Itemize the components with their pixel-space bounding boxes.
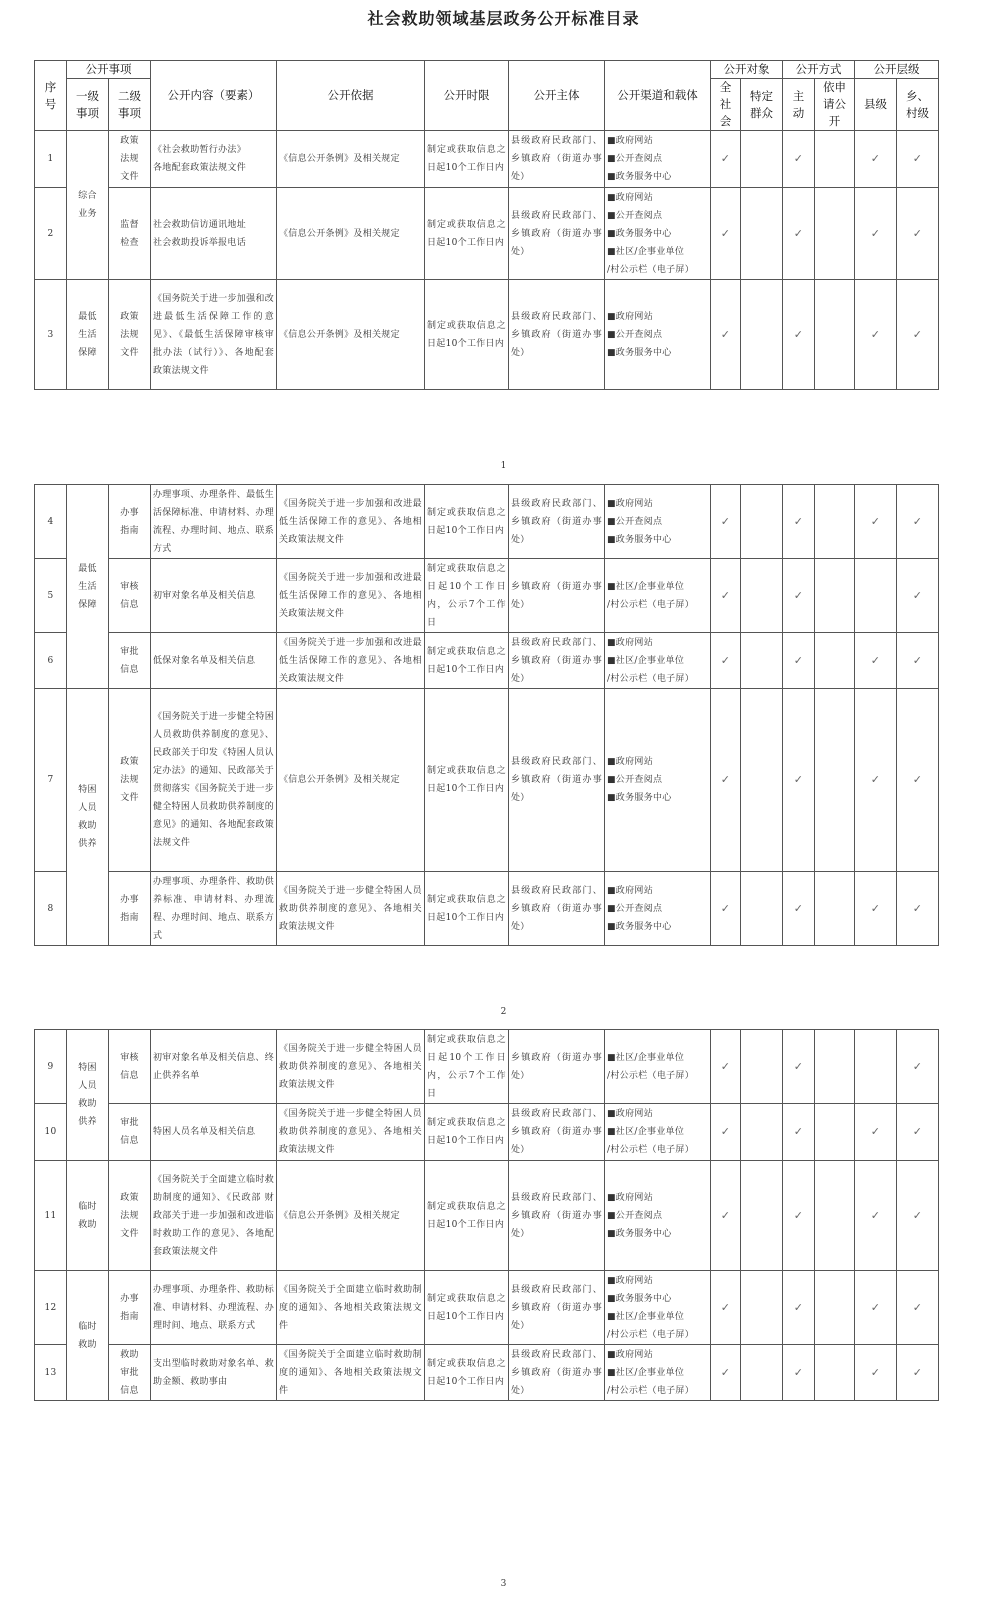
cell-content: 低保对象名单及相关信息 [151, 633, 277, 689]
cell-seq: 11 [35, 1161, 67, 1271]
cell-channel: ■政府网站 ■公开查阅点 ■政务服务中心 [605, 1161, 711, 1271]
cell-subject: 县级政府民政部门、乡镇政府（街道办事处） [509, 1161, 605, 1271]
cell-level2: 审核 信息 [109, 559, 151, 633]
cell-level-county-check: ✓ [855, 633, 897, 689]
cell-target-all-check: ✓ [711, 689, 741, 872]
cell-channel: ■政府网站 ■公开查阅点 ■政务服务中心 [605, 280, 711, 390]
cell-basis: 《国务院关于进一步健全特困人员救助供养制度的意见》、各地相关政策法规文件 [277, 1030, 425, 1104]
page-number: 3 [500, 1579, 507, 1589]
cell-content: 办理事项、办理条件、救助标准、申请材料、办理流程、办理时间、地点、联系方式 [151, 1271, 277, 1345]
cell-seq: 5 [35, 559, 67, 633]
cell-seq: 1 [35, 131, 67, 188]
cell-basis: 《国务院关于进一步加强和改进最低生活保障工作的意见》、各地相关政策法规文件 [277, 485, 425, 559]
cell-seq: 9 [35, 1030, 67, 1104]
cell-content: 特困人员名单及相关信息 [151, 1104, 277, 1161]
cell-target-specific-check [741, 872, 783, 946]
cell-method-apply-check [815, 131, 855, 188]
cell-target-all-check: ✓ [711, 872, 741, 946]
cell-subject: 县级政府民政部门、乡镇政府（街道办事处） [509, 485, 605, 559]
header-content: 公开内容（要素） [151, 61, 277, 131]
cell-subject: 县级政府民政部门、乡镇政府（街道办事处） [509, 188, 605, 280]
cell-level-town-check: ✓ [897, 485, 939, 559]
cell-level1-group: 临时 救助 [67, 1161, 109, 1271]
cell-basis: 《国务院关于进一步加强和改进最低生活保障工作的意见》、各地相关政策法规文件 [277, 633, 425, 689]
cell-level2: 政策 法规 文件 [109, 131, 151, 188]
cell-content: 《国务院关于进一步加强和改进最低生活保障工作的意见》、《最低生活保障审核审批办法（试行）》、各地配套政策法规文件 [151, 280, 277, 390]
cell-channel: ■政府网站 ■社区/企事业单位 /村公示栏（电子屏） [605, 1104, 711, 1161]
header-level1: 一级 事项 [67, 79, 109, 131]
cell-seq: 3 [35, 280, 67, 390]
cell-level-county-check: ✓ [855, 280, 897, 390]
table-row [35, 188, 939, 280]
cell-target-all-check: ✓ [711, 559, 741, 633]
cell-level2: 政策 法规 文件 [109, 1161, 151, 1271]
cell-seq: 8 [35, 872, 67, 946]
cell-content: 初审对象名单及相关信息、终止供养名单 [151, 1030, 277, 1104]
table-row [35, 1030, 939, 1104]
cell-time: 制定或获取信息之日起10个工作日内 [425, 1271, 509, 1345]
cell-time: 制定或获取信息之日起10个工作日内 [425, 280, 509, 390]
cell-level-county-check: ✓ [855, 1104, 897, 1161]
cell-content: 初审对象名单及相关信息 [151, 559, 277, 633]
header-level-county: 县级 [855, 79, 897, 131]
table-row [35, 1345, 939, 1401]
cell-level1-group: 临时 救助 [67, 1271, 109, 1401]
table-row [35, 1161, 939, 1271]
cell-method-active-check: ✓ [783, 188, 815, 280]
table-row [35, 559, 939, 633]
cell-level1-group: 最低 生活 保障 [67, 485, 109, 689]
cell-subject: 乡镇政府（街道办事处） [509, 1030, 605, 1104]
cell-time: 制定或获取信息之日起10个工作日内，公示7个工作日 [425, 559, 509, 633]
header-target-specific: 特定 群众 [741, 79, 783, 131]
cell-target-specific-check [741, 1104, 783, 1161]
cell-time: 制定或获取信息之日起10个工作日内 [425, 188, 509, 280]
header-target-group: 公开对象 [711, 61, 783, 79]
cell-level-town-check: ✓ [897, 689, 939, 872]
page-number: 1 [500, 461, 507, 471]
catalog-table-page-2 [34, 484, 939, 946]
cell-method-apply-check [815, 1161, 855, 1271]
cell-time: 制定或获取信息之日起10个工作日内，公示7个工作日 [425, 1030, 509, 1104]
cell-method-apply-check [815, 1271, 855, 1345]
cell-method-active-check: ✓ [783, 633, 815, 689]
cell-basis: 《信息公开条例》及相关规定 [277, 280, 425, 390]
cell-time: 制定或获取信息之日起10个工作日内 [425, 1161, 509, 1271]
header-level-town: 乡、 村级 [897, 79, 939, 131]
cell-method-apply-check [815, 1030, 855, 1104]
cell-content: 办理事项、办理条件、救助供养标准、申请材料、办理流程、办理时间、地点、联系方式 [151, 872, 277, 946]
cell-target-specific-check [741, 1345, 783, 1401]
cell-subject: 乡镇政府（街道办事处） [509, 559, 605, 633]
cell-channel: ■社区/企事业单位 /村公示栏（电子屏） [605, 1030, 711, 1104]
cell-level-town-check: ✓ [897, 131, 939, 188]
cell-level-county-check: ✓ [855, 485, 897, 559]
cell-basis: 《信息公开条例》及相关规定 [277, 1161, 425, 1271]
table-row [35, 131, 939, 188]
cell-method-apply-check [815, 559, 855, 633]
cell-basis: 《国务院关于进一步健全特困人员救助供养制度的意见》、各地相关政策法规文件 [277, 1104, 425, 1161]
page-number: 2 [500, 1007, 507, 1017]
cell-target-specific-check [741, 1271, 783, 1345]
cell-target-specific-check [741, 131, 783, 188]
cell-content: 《社会救助暂行办法》 各地配套政策法规文件 [151, 131, 277, 188]
cell-level-town-check: ✓ [897, 188, 939, 280]
cell-content: 《国务院关于全面建立临时救助制度的通知》、《民政部 财政部关于进一步加强和改进临时救助工作的意见》、各地配套政策法规文件 [151, 1161, 277, 1271]
cell-target-specific-check [741, 1161, 783, 1271]
cell-level1-group: 最低 生活 保障 [67, 280, 109, 390]
cell-level1-group: 特困 人员 救助 供养 [67, 1030, 109, 1161]
cell-target-specific-check [741, 633, 783, 689]
cell-method-apply-check [815, 280, 855, 390]
cell-time: 制定或获取信息之日起10个工作日内 [425, 633, 509, 689]
cell-level2: 办事 指南 [109, 1271, 151, 1345]
table-row [35, 1104, 939, 1161]
cell-seq: 13 [35, 1345, 67, 1401]
cell-seq: 10 [35, 1104, 67, 1161]
cell-target-all-check: ✓ [711, 188, 741, 280]
header-channel: 公开渠道和载体 [605, 61, 711, 131]
table-row [35, 872, 939, 946]
cell-level2: 救助 审批 信息 [109, 1345, 151, 1401]
document-title: 社会救助领域基层政务公开标准目录 [367, 9, 640, 28]
cell-seq: 4 [35, 485, 67, 559]
cell-channel: ■政府网站 ■公开查阅点 ■政务服务中心 [605, 131, 711, 188]
cell-level-county-check: ✓ [855, 689, 897, 872]
cell-method-active-check: ✓ [783, 131, 815, 188]
cell-target-specific-check [741, 689, 783, 872]
cell-target-specific-check [741, 485, 783, 559]
cell-subject: 县级政府民政部门、乡镇政府（街道办事处） [509, 633, 605, 689]
cell-level1-group: 特困 人员 救助 供养 [67, 689, 109, 946]
cell-level-town-check: ✓ [897, 1030, 939, 1104]
cell-content: 社会救助信访通讯地址 社会救助投诉举报电话 [151, 188, 277, 280]
cell-level-town-check: ✓ [897, 1345, 939, 1401]
cell-subject: 县级政府民政部门、乡镇政府（街道办事处） [509, 872, 605, 946]
cell-level-county-check: ✓ [855, 1345, 897, 1401]
cell-seq: 7 [35, 689, 67, 872]
cell-method-active-check: ✓ [783, 1161, 815, 1271]
cell-method-apply-check [815, 872, 855, 946]
cell-method-active-check: ✓ [783, 1104, 815, 1161]
cell-basis: 《国务院关于进一步加强和改进最低生活保障工作的意见》、各地相关政策法规文件 [277, 559, 425, 633]
cell-channel: ■政府网站 ■社区/企事业单位 /村公示栏（电子屏） [605, 633, 711, 689]
catalog-table-page-1 [34, 60, 939, 390]
cell-subject: 县级政府民政部门、乡镇政府（街道办事处） [509, 1271, 605, 1345]
cell-method-active-check: ✓ [783, 1271, 815, 1345]
header-method-active: 主 动 [783, 79, 815, 131]
cell-channel: ■政府网站 ■政务服务中心 ■社区/企事业单位 /村公示栏（电子屏） [605, 1271, 711, 1345]
cell-target-specific-check [741, 280, 783, 390]
cell-channel: ■社区/企事业单位 /村公示栏（电子屏） [605, 559, 711, 633]
cell-channel: ■政府网站 ■公开查阅点 ■政务服务中心 [605, 689, 711, 872]
cell-level-town-check: ✓ [897, 633, 939, 689]
cell-target-specific-check [741, 559, 783, 633]
header-method-group: 公开方式 [783, 61, 855, 79]
cell-subject: 县级政府民政部门、乡镇政府（街道办事处） [509, 1104, 605, 1161]
cell-target-all-check: ✓ [711, 485, 741, 559]
cell-basis: 《信息公开条例》及相关规定 [277, 188, 425, 280]
cell-method-active-check: ✓ [783, 872, 815, 946]
header-target-all: 全 社 会 [711, 79, 741, 131]
cell-content: 支出型临时救助对象名单、救助金额、救助事由 [151, 1345, 277, 1401]
cell-basis: 《国务院关于进一步健全特困人员救助供养制度的意见》、各地相关政策法规文件 [277, 872, 425, 946]
cell-target-all-check: ✓ [711, 1161, 741, 1271]
cell-level-town-check: ✓ [897, 1104, 939, 1161]
cell-time: 制定或获取信息之日起10个工作日内 [425, 1104, 509, 1161]
cell-level2: 办事 指南 [109, 872, 151, 946]
cell-content: 《国务院关于进一步健全特困人员救助供养制度的意见》、民政部关于印发《特困人员认定办法》的通知、民政部关于贯彻落实《国务院关于进一步健全特困人员救助供养制度的意见》的通知、各地配套政策法规文件 [151, 689, 277, 872]
cell-time: 制定或获取信息之日起10个工作日内 [425, 872, 509, 946]
cell-method-active-check: ✓ [783, 689, 815, 872]
cell-method-active-check: ✓ [783, 559, 815, 633]
cell-level-county-check: ✓ [855, 1271, 897, 1345]
cell-method-apply-check [815, 633, 855, 689]
cell-level-town-check: ✓ [897, 280, 939, 390]
cell-method-active-check: ✓ [783, 485, 815, 559]
cell-method-apply-check [815, 689, 855, 872]
cell-level-county-check [855, 559, 897, 633]
header-subject: 公开主体 [509, 61, 605, 131]
cell-target-all-check: ✓ [711, 633, 741, 689]
header-basis: 公开依据 [277, 61, 425, 131]
cell-seq: 12 [35, 1271, 67, 1345]
cell-method-active-check: ✓ [783, 1030, 815, 1104]
cell-basis: 《信息公开条例》及相关规定 [277, 131, 425, 188]
cell-method-apply-check [815, 485, 855, 559]
cell-level2: 政策 法规 文件 [109, 280, 151, 390]
cell-target-specific-check [741, 188, 783, 280]
cell-level-county-check [855, 1030, 897, 1104]
cell-channel: ■政府网站 ■公开查阅点 ■政务服务中心 [605, 485, 711, 559]
cell-target-all-check: ✓ [711, 1345, 741, 1401]
cell-level-county-check: ✓ [855, 131, 897, 188]
cell-target-specific-check [741, 1030, 783, 1104]
header-method-apply: 依申 请公 开 [815, 79, 855, 131]
cell-subject: 县级政府民政部门、乡镇政府（街道办事处） [509, 131, 605, 188]
cell-level2: 监督 检查 [109, 188, 151, 280]
cell-level1-group: 综合 业务 [67, 131, 109, 280]
header-time: 公开时限 [425, 61, 509, 131]
cell-seq: 6 [35, 633, 67, 689]
cell-method-apply-check [815, 1345, 855, 1401]
cell-channel: ■政府网站 ■社区/企事业单位 /村公示栏（电子屏） [605, 1345, 711, 1401]
table-row [35, 689, 939, 872]
header-level2: 二级 事项 [109, 79, 151, 131]
cell-subject: 县级政府民政部门、乡镇政府（街道办事处） [509, 1345, 605, 1401]
cell-seq: 2 [35, 188, 67, 280]
cell-method-apply-check [815, 1104, 855, 1161]
cell-level2: 政策 法规 文件 [109, 689, 151, 872]
cell-target-all-check: ✓ [711, 280, 741, 390]
cell-level-county-check: ✓ [855, 188, 897, 280]
cell-target-all-check: ✓ [711, 1030, 741, 1104]
cell-basis: 《国务院关于全面建立临时救助制度的通知》、各地相关政策法规文件 [277, 1345, 425, 1401]
cell-target-all-check: ✓ [711, 1271, 741, 1345]
cell-method-active-check: ✓ [783, 280, 815, 390]
cell-level-town-check: ✓ [897, 1161, 939, 1271]
table-row [35, 1271, 939, 1345]
cell-channel: ■政府网站 ■公开查阅点 ■政务服务中心 ■社区/企事业单位 /村公示栏（电子屏） [605, 188, 711, 280]
cell-level2: 审批 信息 [109, 633, 151, 689]
cell-target-all-check: ✓ [711, 1104, 741, 1161]
cell-method-apply-check [815, 188, 855, 280]
cell-time: 制定或获取信息之日起10个工作日内 [425, 1345, 509, 1401]
cell-level-town-check: ✓ [897, 872, 939, 946]
cell-level-county-check: ✓ [855, 872, 897, 946]
header-level-group: 公开层级 [855, 61, 939, 79]
cell-level2: 办事 指南 [109, 485, 151, 559]
header-seq: 序 号 [35, 61, 67, 131]
catalog-table-page-3 [34, 1029, 939, 1401]
cell-subject: 县级政府民政部门、乡镇政府（街道办事处） [509, 280, 605, 390]
cell-time: 制定或获取信息之日起10个工作日内 [425, 485, 509, 559]
cell-time: 制定或获取信息之日起10个工作日内 [425, 131, 509, 188]
cell-target-all-check: ✓ [711, 131, 741, 188]
header-item-group: 公开事项 [67, 61, 151, 79]
cell-basis: 《信息公开条例》及相关规定 [277, 689, 425, 872]
cell-level2: 审批 信息 [109, 1104, 151, 1161]
cell-level-county-check: ✓ [855, 1161, 897, 1271]
cell-level-town-check: ✓ [897, 1271, 939, 1345]
cell-level2: 审核 信息 [109, 1030, 151, 1104]
cell-basis: 《国务院关于全面建立临时救助制度的通知》、各地相关政策法规文件 [277, 1271, 425, 1345]
cell-level-town-check: ✓ [897, 559, 939, 633]
table-row [35, 280, 939, 390]
cell-content: 办理事项、办理条件、最低生活保障标准、申请材料、办理流程、办理时间、地点、联系方式 [151, 485, 277, 559]
cell-method-active-check: ✓ [783, 1345, 815, 1401]
cell-time: 制定或获取信息之日起10个工作日内 [425, 689, 509, 872]
table-row [35, 485, 939, 559]
cell-subject: 县级政府民政部门、乡镇政府（街道办事处） [509, 689, 605, 872]
table-row [35, 633, 939, 689]
cell-channel: ■政府网站 ■公开查阅点 ■政务服务中心 [605, 872, 711, 946]
